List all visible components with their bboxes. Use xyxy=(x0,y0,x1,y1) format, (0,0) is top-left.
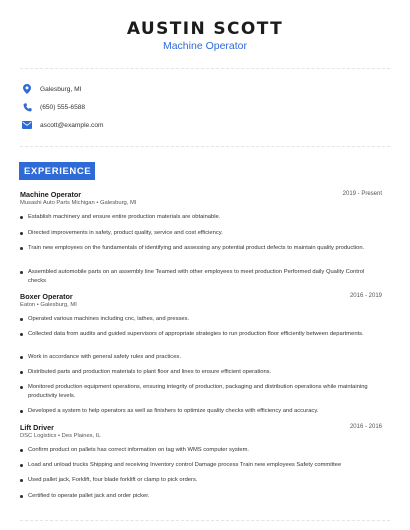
bullet-dot xyxy=(20,449,23,452)
job-bullet: Directed improvements in safety, product quality, service and cost efficiency. xyxy=(20,229,372,238)
bullet-dot xyxy=(20,232,23,235)
contact-location-text: Galesburg, MI xyxy=(40,85,82,93)
job-bullet: Developed a system to help operators as well as finishers to optimize quality checks with efficiency and accuracy. xyxy=(20,407,372,416)
job-bullet: Assembled automobile parts on an assembly line Teamed with other employees to meet production Performed daily Quality Control checks xyxy=(20,268,372,285)
job-bullet: Train new employees on the fundamentals of identifying and assessing any potential product defects to maintain quality production. xyxy=(20,244,372,253)
job-dates: 2016 - 2019 xyxy=(349,293,382,299)
candidate-title: Machine Operator xyxy=(162,40,248,52)
contact-location xyxy=(22,82,81,96)
bullet-dot xyxy=(20,271,23,274)
contact-phone-text: (650) 555-6588 xyxy=(40,103,86,111)
footer-divider xyxy=(20,520,390,521)
bullet-dot xyxy=(20,495,23,498)
bullet-dot xyxy=(20,318,23,321)
job-title: Boxer Operator xyxy=(20,292,73,301)
job-company: DSC Logistics • Des Plaines, IL xyxy=(20,433,101,439)
header-divider xyxy=(20,68,390,69)
job-dates: 2016 - 2016 xyxy=(349,424,382,430)
job-bullet: Monitored production equipment operations, ensuring integrity of production, packaging and distribution operations while maintaining productivity levels. xyxy=(20,383,372,400)
job-bullet: Work in accordance with general safety rules and practices. xyxy=(20,353,372,362)
candidate-name: AUSTIN SCOTT xyxy=(126,19,284,39)
contact-divider xyxy=(20,146,390,147)
bullet-dot xyxy=(20,333,23,336)
job-company: Eaton • Galesburg, MI xyxy=(20,302,77,308)
bullet-dot xyxy=(20,356,23,359)
job-bullet: Confirm product on pallets has correct information on tag with WMS computer system. xyxy=(20,446,372,455)
job-bullet: Load and unload trucks Shipping and receiving Inventory control Damage process Train new employees Safety committee xyxy=(20,461,372,470)
contact-phone xyxy=(22,100,85,114)
job-bullet: Used pallet jack, Forklift, four blade forklift or clamp to pick orders. xyxy=(20,476,372,485)
bullet-dot xyxy=(20,386,23,389)
job-bullet: Collected data from audits and guided supervisors of appropriate strategies to run production floor efficiently between departments. xyxy=(20,330,372,339)
location-pin-icon xyxy=(22,84,32,94)
phone-icon xyxy=(22,102,32,112)
email-icon xyxy=(22,120,32,130)
job-bullet: Distributed parts and production materials to plant floor and lines to ensure efficient operations. xyxy=(20,368,372,377)
experience-heading: EXPERIENCE xyxy=(19,162,95,180)
bullet-dot xyxy=(20,464,23,467)
contact-email xyxy=(22,118,104,132)
bullet-dot xyxy=(20,479,23,482)
bullet-dot xyxy=(20,410,23,413)
job-bullet: Operated various machines including cnc, lathes, and presses. xyxy=(20,315,372,324)
job-bullet: Certified to operate pallet jack and order picker. xyxy=(20,492,372,501)
job-company: Musashi Auto Parts Michigan • Galesburg, MI xyxy=(20,200,137,206)
job-bullet: Establish machinery and ensure entire production materials are obtainable. xyxy=(20,213,372,222)
job-dates: 2019 - Present xyxy=(342,191,382,197)
job-title: Lift Driver xyxy=(20,423,54,432)
bullet-dot xyxy=(20,371,23,374)
job-title: Machine Operator xyxy=(20,190,82,199)
bullet-dot xyxy=(20,247,23,250)
contact-email-text: ascott@example.com xyxy=(40,121,104,129)
bullet-dot xyxy=(20,216,23,219)
